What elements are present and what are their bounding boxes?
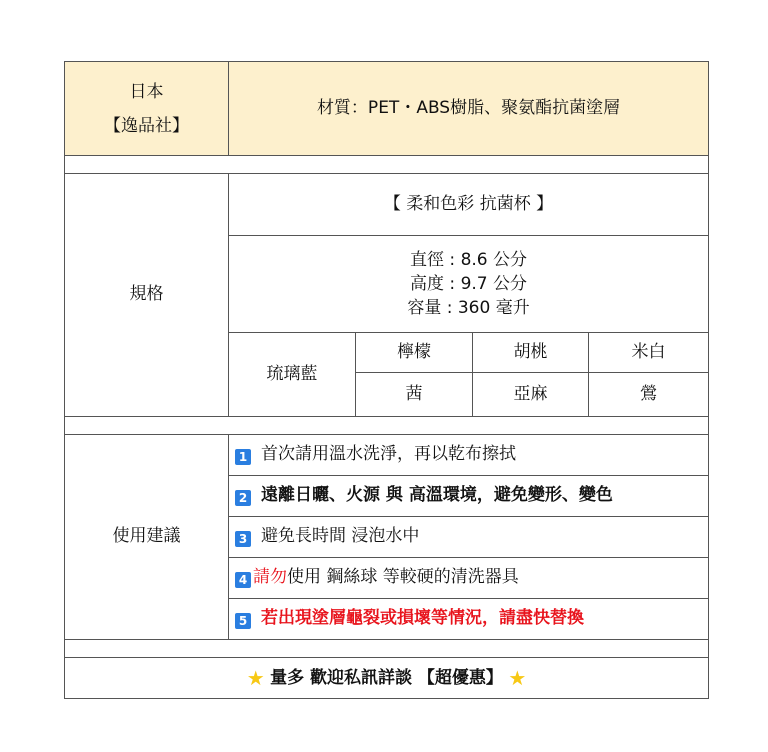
advice-text: 避免長時間 浸泡水中 <box>261 526 420 546</box>
number-badge-icon: 2 <box>235 490 251 506</box>
advice-item <box>229 435 709 476</box>
spec-row-product <box>65 174 709 236</box>
advice-text: 遠離日曬、火源 與 高溫環境，避免變形、變色 <box>261 485 613 505</box>
capacity-text: 容量 : 360 毫升 <box>407 298 530 318</box>
advice-text: 首次請用溫水洗淨，再以乾布擦拭 <box>261 444 516 464</box>
advice-item <box>229 558 709 599</box>
material-text: 材質：PET・ABS樹脂、聚氨酯抗菌塗層 <box>229 62 709 156</box>
color-beige: 米白 <box>589 333 709 373</box>
advice-item <box>229 476 709 517</box>
spacer-row <box>65 417 709 435</box>
advice-item <box>229 517 709 558</box>
number-badge-icon: 1 <box>235 449 251 465</box>
footer-cell <box>65 658 709 699</box>
product-info-table <box>64 61 709 699</box>
advice-text: 若出現塗層龜裂或損壞等情況，請盡快替換 <box>261 608 584 628</box>
brand-cell <box>65 62 229 156</box>
header-row <box>65 62 709 156</box>
diameter-text: 直徑 : 8.6 公分 <box>410 250 528 270</box>
color-lemon: 檸檬 <box>356 333 473 373</box>
advice-item <box>229 599 709 640</box>
spacer-row <box>65 640 709 658</box>
country-label: 日本 <box>129 81 164 102</box>
advice-label: 使用建議 <box>65 435 229 640</box>
dimensions-cell <box>229 236 709 333</box>
star-icon: ★ <box>508 665 527 690</box>
number-badge-icon: 4 <box>235 572 251 588</box>
color-linen: 亞麻 <box>473 373 589 417</box>
color-madder: 茜 <box>356 373 473 417</box>
color-warbler: 鶯 <box>589 373 709 417</box>
color-main: 琉璃藍 <box>229 333 356 417</box>
advice-row-1 <box>65 435 709 476</box>
star-icon: ★ <box>246 665 265 690</box>
advice-text: 使用 鋼絲球 等較硬的清洗器具 <box>287 567 519 587</box>
number-badge-icon: 3 <box>235 531 251 547</box>
product-name: 【 柔和色彩 抗菌杯 】 <box>229 174 709 236</box>
spacer-row <box>65 156 709 174</box>
brand-label: 【逸品社】 <box>104 115 189 136</box>
spec-label: 規格 <box>65 174 229 417</box>
color-walnut: 胡桃 <box>473 333 589 373</box>
height-text: 高度 : 9.7 公分 <box>410 274 528 294</box>
number-badge-icon: 5 <box>235 613 251 629</box>
footer-row <box>65 658 709 699</box>
advice-warning-prefix: 請勿 <box>253 567 287 587</box>
promo-text: 量多 歡迎私訊詳談 【超優惠】 <box>270 667 503 688</box>
